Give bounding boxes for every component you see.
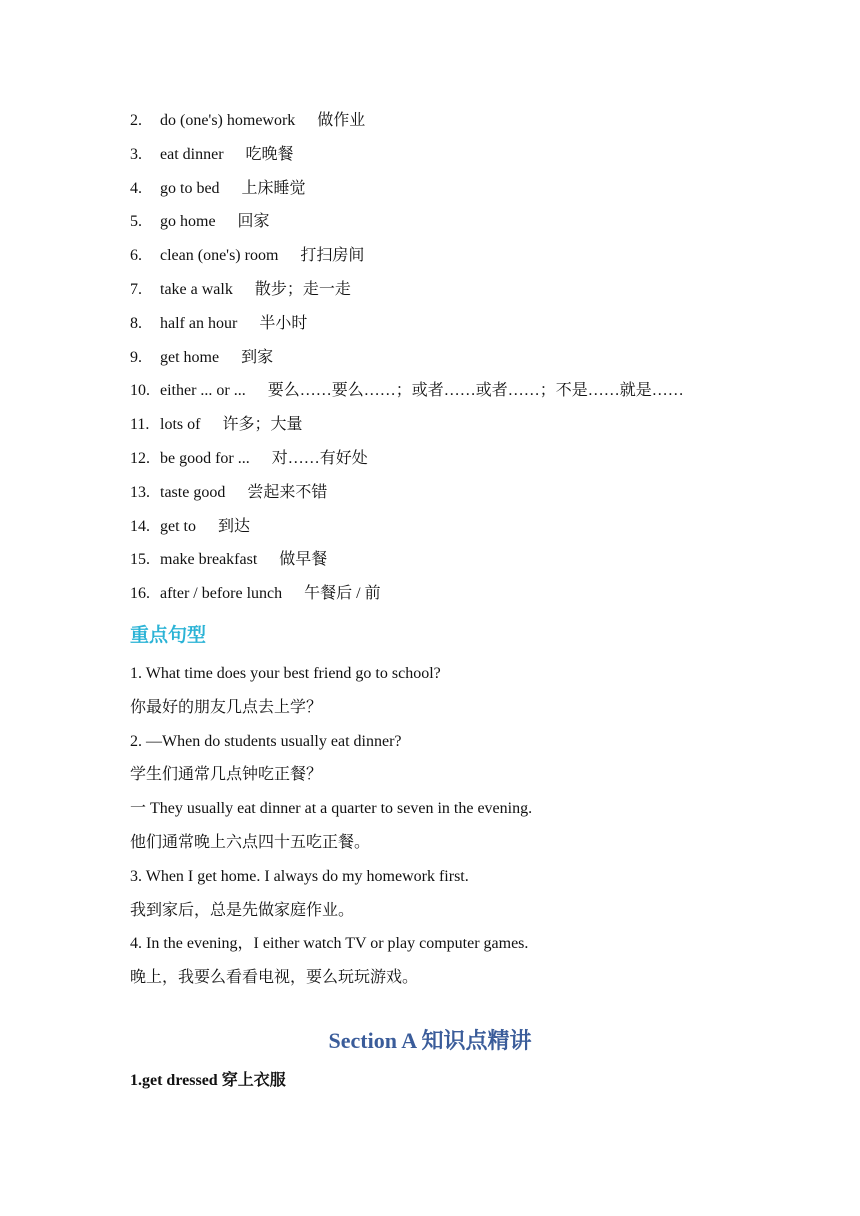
sentence-line: 学生们通常几点钟吃正餐？ <box>130 766 323 784</box>
phrase-english: lots of <box>160 416 201 434</box>
sentence-line: 我到家后，总是先做家庭作业。 <box>130 901 355 919</box>
phrase-item <box>130 514 684 548</box>
phrase-english: either ... or ... <box>160 382 246 400</box>
phrase-english: eat dinner <box>160 145 224 163</box>
sentence-line: 他们通常晚上六点四十五吃正餐。 <box>130 833 371 851</box>
phrase-item <box>130 412 684 446</box>
phrase-item <box>130 446 684 480</box>
phrase-item <box>130 311 684 345</box>
key-sentences-heading: 重点句型 <box>130 624 207 646</box>
phrase-item <box>130 345 684 379</box>
sentence-line: 2. —When do students usually eat dinner? <box>130 732 402 750</box>
phrase-item <box>130 547 684 581</box>
phrase-english: after / before lunch <box>160 585 283 603</box>
phrase-english: make breakfast <box>160 551 258 569</box>
phrase-chinese: 许多；大量 <box>222 416 303 434</box>
phrase-number: 4. <box>130 179 142 197</box>
phrase-chinese: 要么……要么……；或者……或者……；不是……就是…… <box>267 382 684 400</box>
phrase-item <box>130 142 684 176</box>
phrase-chinese: 散步；走一走 <box>254 280 351 298</box>
phrase-number: 14. <box>130 517 150 535</box>
phrase-english: be good for ... <box>160 449 250 467</box>
sentence-line: 一 They usually eat dinner at a quarter to seven in the evening. <box>130 800 533 818</box>
phrase-chinese: 吃晚餐 <box>245 145 294 163</box>
phrase-list <box>130 108 684 615</box>
phrase-item <box>130 378 684 412</box>
phrase-chinese: 午餐后 / 前 <box>304 585 381 603</box>
phrase-english: clean (one's) room <box>160 247 279 265</box>
phrase-english: take a walk <box>160 280 233 298</box>
phrase-item <box>130 581 684 615</box>
phrase-item <box>130 480 684 514</box>
phrase-number: 12. <box>130 449 150 467</box>
phrase-item <box>130 209 684 243</box>
phrase-item <box>130 176 684 210</box>
phrase-english: do (one's) homework <box>160 112 296 129</box>
phrase-number: 9. <box>130 348 142 366</box>
phrase-chinese: 到达 <box>218 517 251 535</box>
phrase-number: 16. <box>130 585 150 603</box>
phrase-english: taste good <box>160 483 226 501</box>
phrase-item <box>130 108 684 142</box>
phrase-chinese: 做作业 <box>317 112 366 129</box>
phrase-item <box>130 243 684 277</box>
sentence-line: 4. In the evening，I either watch TV or play computer games. <box>130 935 529 953</box>
phrase-number: 3. <box>130 145 142 163</box>
phrase-number: 11. <box>130 416 150 434</box>
phrase-chinese: 打扫房间 <box>300 247 365 265</box>
phrase-number: 2. <box>130 112 142 129</box>
sentence-list <box>130 661 532 999</box>
phrase-item <box>130 277 684 311</box>
phrase-chinese: 回家 <box>237 213 270 231</box>
phrase-english: go home <box>160 213 216 231</box>
first-knowledge-point: 1.get dressed 穿上衣服 <box>130 1072 286 1089</box>
phrase-chinese: 上床睡觉 <box>241 179 306 197</box>
phrase-number: 7. <box>130 280 142 298</box>
phrase-chinese: 对……有好处 <box>271 449 368 467</box>
phrase-number: 5. <box>130 213 142 231</box>
phrase-chinese: 尝起来不错 <box>247 483 328 501</box>
phrase-number: 6. <box>130 247 142 265</box>
sentence-line: 3. When I get home. I always do my homework first. <box>130 867 469 885</box>
phrase-english: half an hour <box>160 314 238 332</box>
phrase-english: go to bed <box>160 179 220 197</box>
phrase-chinese: 半小时 <box>259 314 308 332</box>
phrase-number: 8. <box>130 314 142 332</box>
sentence-line: 你最好的朋友几点去上学？ <box>130 698 323 716</box>
section-title: Section A 知识点精讲 <box>328 1028 532 1053</box>
phrase-english: get to <box>160 517 196 535</box>
phrase-number: 10. <box>130 382 150 400</box>
phrase-chinese: 做早餐 <box>279 551 328 569</box>
phrase-english: get home <box>160 348 220 366</box>
phrase-number: 13. <box>130 483 150 501</box>
sentence-line: 晚上，我要么看看电视，要么玩玩游戏。 <box>130 969 419 987</box>
phrase-number: 15. <box>130 551 150 569</box>
phrase-chinese: 到家 <box>241 348 274 366</box>
sentence-line: 1. What time does your best friend go to school? <box>130 665 441 682</box>
